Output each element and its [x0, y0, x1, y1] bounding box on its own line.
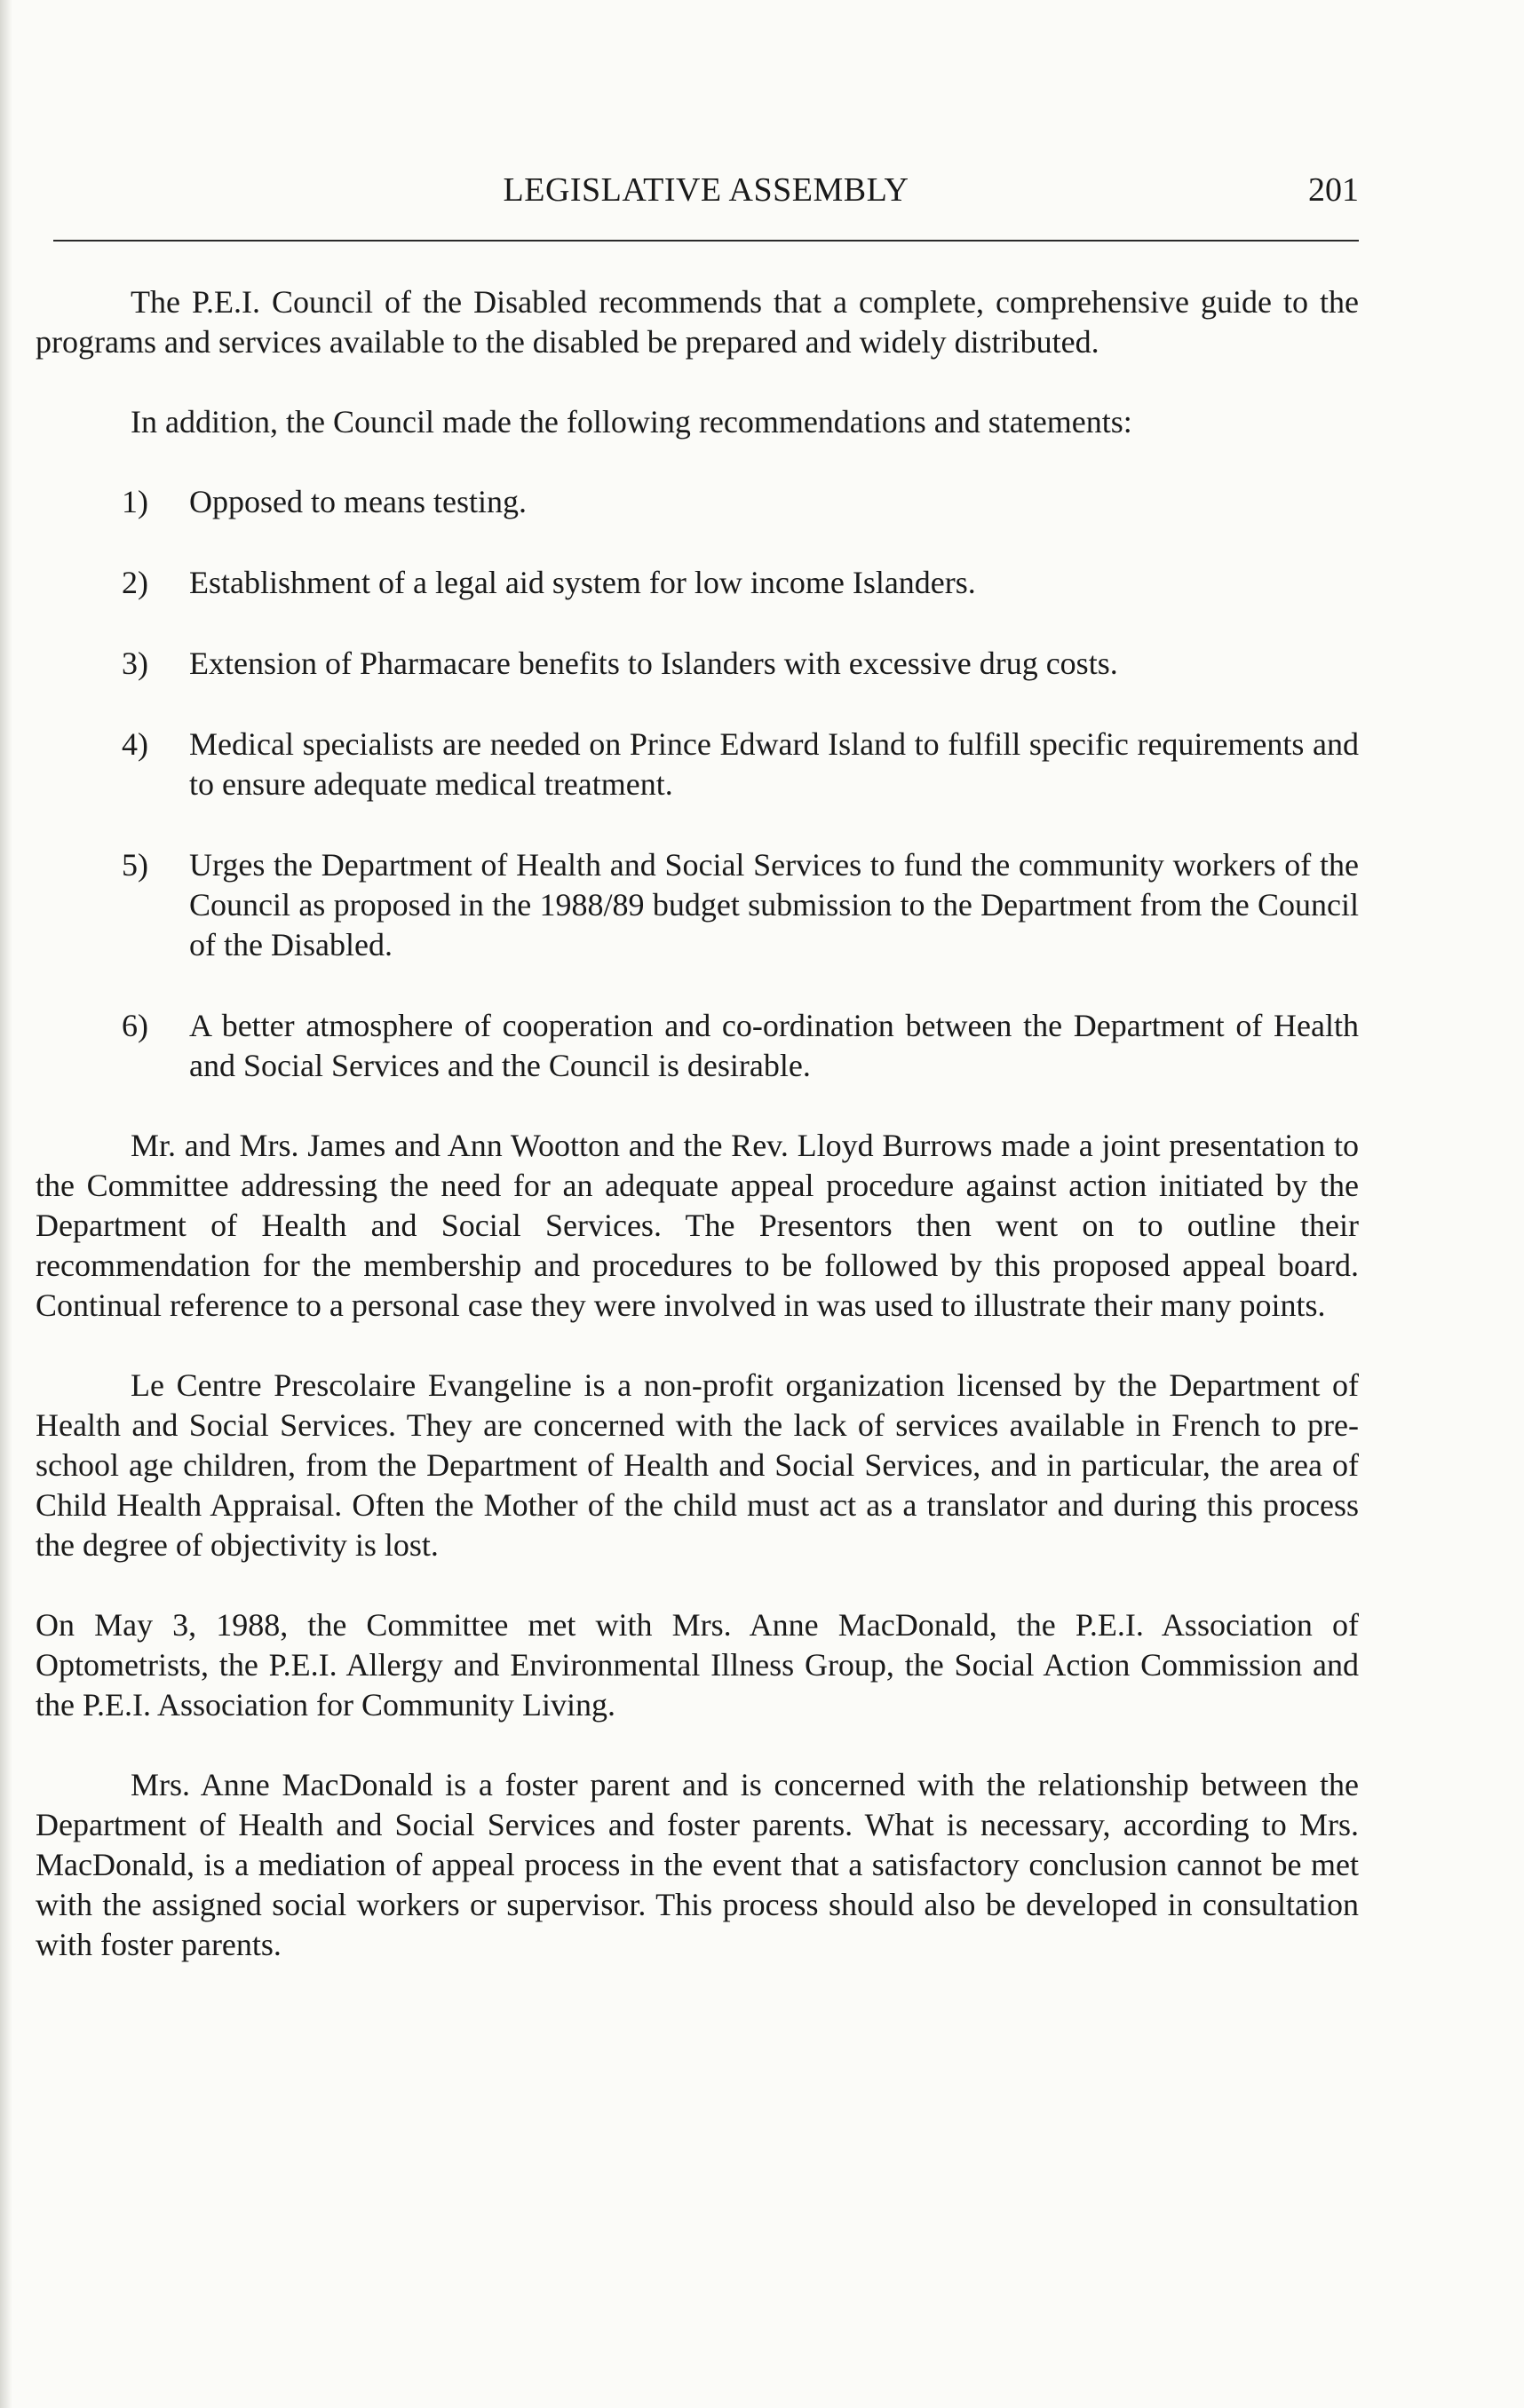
paragraph-council-guide: The P.E.I. Council of the Disabled recommends that a complete, comprehensive guide to the programs and services available to the disabled be prepared and widely distributed. — [36, 284, 1359, 360]
recommendations-list — [36, 482, 1359, 1086]
page-edge-shadow — [0, 0, 12, 2408]
list-item-number: 4) — [122, 726, 148, 762]
paragraph-may-meeting: On May 3, 1988, the Committee met with Mrs. Anne MacDonald, the P.E.I. Association of Optometrists, the P.E.I. Allergy and Environmental Illness Group, the Social Action Commission and the P.E.I. Association for Community Living. — [36, 1607, 1359, 1723]
list-item-number: 3) — [122, 646, 148, 681]
list-item-number: 2) — [122, 565, 148, 600]
header-rule — [53, 240, 1359, 242]
list-item-text: Extension of Pharmacare benefits to Islanders with excessive drug costs. — [189, 646, 1118, 681]
list-item-text: Establishment of a legal aid system for low income Islanders. — [189, 565, 976, 600]
body-text — [36, 282, 1359, 2005]
list-item-text: Medical specialists are needed on Prince Edward Island to fulfill specific requirements and to ensure adequate medical treatment. — [189, 726, 1359, 802]
list-item — [36, 482, 1359, 522]
list-item-text: Opposed to means testing. — [189, 484, 527, 519]
list-item-number: 1) — [122, 484, 148, 519]
paragraph-centre-prescolaire: Le Centre Prescolaire Evangeline is a non-profit organization licensed by the Department of Health and Social Services. They are concerned with the lack of services available in French to pre-school age children, from the Department of Health and Social Services, and in particular, the area of Child Health Appraisal. Often the Mother of the child must act as a translator and during this process the degree of objectivity is lost. — [36, 1367, 1359, 1563]
list-item-text: Urges the Department of Health and Social Services to fund the community workers of the Council as proposed in the 1988/89 budget submission to the Department from the Council of the Disabled. — [189, 847, 1359, 962]
list-item-number: 6) — [122, 1008, 148, 1043]
list-item — [36, 644, 1359, 684]
list-item-text: A better atmosphere of cooperation and co-ordination between the Department of Health and Social Services and the Council is desirable. — [189, 1008, 1359, 1083]
paragraph-council-intro: In addition, the Council made the following recommendations and statements: — [131, 404, 1132, 440]
page-header — [53, 170, 1359, 224]
list-item-number: 5) — [122, 847, 148, 883]
running-head: LEGISLATIVE ASSEMBLY — [503, 171, 909, 209]
paragraph-foster-parent: Mrs. Anne MacDonald is a foster parent and is concerned with the relationship between the Department of Health and Social Services and foster parents. What is necessary, according to Mrs. MacDonald, is a mediation of appeal process in the event that a satisfactory conclusion cannot be met with the assigned social workers or supervisor. This process should also be developed in consultation with foster parents. — [36, 1767, 1359, 1962]
paragraph-wootton-presentation: Mr. and Mrs. James and Ann Wootton and the Rev. Lloyd Burrows made a joint presentation to the Committee addressing the need for an adequate appeal procedure against action initiated by the Department of Health and Social Services. The Presentors then went on to outline their recommendation for the membership and procedures to be followed by this proposed appeal board. Continual reference to a personal case they were involved in was used to illustrate their many points. — [36, 1128, 1359, 1323]
list-item — [36, 563, 1359, 603]
list-item — [36, 725, 1359, 804]
page-number: 201 — [1308, 171, 1359, 209]
list-item — [36, 845, 1359, 965]
list-item — [36, 1006, 1359, 1086]
